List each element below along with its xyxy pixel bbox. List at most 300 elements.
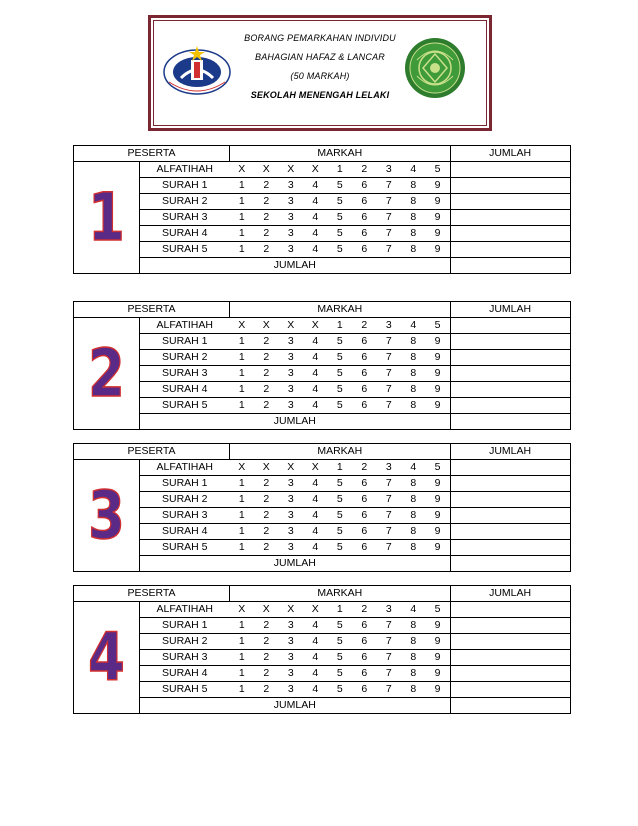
score-option[interactable]: 6	[352, 210, 377, 226]
table-row	[74, 682, 571, 698]
score-option[interactable]: 7	[377, 350, 402, 366]
score-option[interactable]: 8	[401, 476, 426, 492]
score-option[interactable]: 1	[328, 318, 353, 334]
score-option[interactable]: 6	[352, 666, 377, 682]
participant-table	[73, 443, 571, 572]
score-option[interactable]: 4	[401, 318, 426, 334]
score-option[interactable]: 1	[230, 382, 255, 398]
row-total-cell[interactable]	[450, 618, 570, 634]
score-option[interactable]: 5	[328, 194, 353, 210]
table-row	[74, 650, 571, 666]
score-option[interactable]: 4	[303, 334, 328, 350]
score-option[interactable]: 8	[401, 178, 426, 194]
score-option[interactable]: 7	[377, 492, 402, 508]
score-option[interactable]: 9	[426, 666, 451, 682]
score-option[interactable]: 9	[426, 508, 451, 524]
score-option[interactable]: 7	[377, 666, 402, 682]
score-option[interactable]: 3	[279, 650, 304, 666]
score-option[interactable]: 2	[254, 634, 279, 650]
score-option[interactable]: 2	[352, 318, 377, 334]
row-label: ALFATIHAH	[140, 318, 230, 334]
score-option[interactable]: 8	[401, 366, 426, 382]
score-option[interactable]: 7	[377, 650, 402, 666]
score-option[interactable]: X	[254, 602, 279, 618]
score-option[interactable]: 6	[352, 540, 377, 556]
score-option[interactable]: 2	[254, 682, 279, 698]
score-option[interactable]: X	[254, 460, 279, 476]
row-label: SURAH 4	[140, 382, 230, 398]
row-label: ALFATIHAH	[140, 460, 230, 476]
row-label: SURAH 1	[140, 178, 230, 194]
grand-total-cell[interactable]	[450, 698, 570, 714]
participant-number: 4	[88, 618, 125, 696]
score-option[interactable]: 2	[254, 382, 279, 398]
score-option[interactable]: 1	[230, 366, 255, 382]
participant-number: 2	[88, 334, 125, 412]
score-option[interactable]: 7	[377, 178, 402, 194]
score-option[interactable]: 5	[328, 618, 353, 634]
score-option[interactable]: 8	[401, 194, 426, 210]
score-option[interactable]: 3	[279, 334, 304, 350]
score-option[interactable]: 3	[377, 460, 402, 476]
table-header-row	[74, 146, 571, 162]
score-option[interactable]: X	[230, 162, 255, 178]
score-option[interactable]: 3	[279, 242, 304, 258]
score-option[interactable]: 7	[377, 508, 402, 524]
score-option[interactable]: 7	[377, 618, 402, 634]
score-option[interactable]: 4	[303, 398, 328, 414]
score-option[interactable]: 5	[426, 162, 451, 178]
table-row	[74, 666, 571, 682]
row-total-cell[interactable]	[450, 634, 570, 650]
row-label: SURAH 3	[140, 508, 230, 524]
row-label: SURAH 2	[140, 492, 230, 508]
table-footer-row	[74, 414, 571, 430]
score-option[interactable]: 4	[303, 210, 328, 226]
score-option[interactable]: X	[279, 602, 304, 618]
row-label: SURAH 3	[140, 650, 230, 666]
score-option[interactable]: 2	[254, 618, 279, 634]
score-option[interactable]: 6	[352, 194, 377, 210]
score-option[interactable]: 1	[230, 242, 255, 258]
score-option[interactable]: 6	[352, 476, 377, 492]
form-title: BORANG PEMARKAHAN INDIVIDU	[244, 33, 396, 43]
score-option[interactable]: 7	[377, 366, 402, 382]
score-option[interactable]: 8	[401, 634, 426, 650]
participant-table	[73, 301, 571, 430]
score-option[interactable]: 6	[352, 226, 377, 242]
score-option[interactable]: 2	[254, 476, 279, 492]
score-option[interactable]: 7	[377, 194, 402, 210]
score-option[interactable]: 6	[352, 618, 377, 634]
total-label: JUMLAH	[140, 698, 451, 714]
row-total-cell[interactable]	[450, 194, 570, 210]
row-total-cell[interactable]	[450, 682, 570, 698]
score-option[interactable]: 4	[401, 602, 426, 618]
row-total-cell[interactable]	[450, 242, 570, 258]
score-option[interactable]: 4	[303, 682, 328, 698]
score-option[interactable]: 5	[328, 178, 353, 194]
row-total-cell[interactable]	[450, 210, 570, 226]
score-option[interactable]: 6	[352, 366, 377, 382]
score-option[interactable]: 1	[230, 210, 255, 226]
table-row	[74, 540, 571, 556]
row-total-cell[interactable]	[450, 318, 570, 334]
score-option[interactable]: 1	[328, 460, 353, 476]
score-option[interactable]: 5	[328, 242, 353, 258]
score-option[interactable]: 4	[303, 178, 328, 194]
score-option[interactable]: 9	[426, 682, 451, 698]
score-option[interactable]: X	[303, 318, 328, 334]
score-option[interactable]: 2	[254, 242, 279, 258]
markah-header: MARKAH	[230, 302, 451, 318]
score-option[interactable]: 9	[426, 524, 451, 540]
row-label: SURAH 4	[140, 524, 230, 540]
row-total-cell[interactable]	[450, 178, 570, 194]
score-option[interactable]: 7	[377, 524, 402, 540]
score-option[interactable]: 3	[279, 618, 304, 634]
score-option[interactable]: 7	[377, 476, 402, 492]
row-total-cell[interactable]	[450, 162, 570, 178]
score-option[interactable]: 5	[328, 350, 353, 366]
score-option[interactable]: 9	[426, 334, 451, 350]
row-label: SURAH 2	[140, 350, 230, 366]
jumlah-header: JUMLAH	[450, 586, 570, 602]
score-option[interactable]: 2	[254, 194, 279, 210]
score-option[interactable]: 4	[303, 194, 328, 210]
score-option[interactable]: 1	[230, 540, 255, 556]
score-option[interactable]: 3	[377, 318, 402, 334]
score-option[interactable]: 5	[328, 682, 353, 698]
score-option[interactable]: 9	[426, 242, 451, 258]
score-option[interactable]: 3	[279, 350, 304, 366]
score-option[interactable]: X	[303, 162, 328, 178]
score-option[interactable]: X	[279, 318, 304, 334]
score-option[interactable]: X	[254, 318, 279, 334]
score-option[interactable]: 6	[352, 650, 377, 666]
score-option[interactable]: 3	[279, 524, 304, 540]
score-option[interactable]: 8	[401, 210, 426, 226]
score-option[interactable]: 6	[352, 242, 377, 258]
score-option[interactable]: 3	[377, 602, 402, 618]
score-option[interactable]: 2	[254, 650, 279, 666]
score-option[interactable]: 8	[401, 350, 426, 366]
score-option[interactable]: 5	[328, 382, 353, 398]
score-option[interactable]: 8	[401, 618, 426, 634]
score-option[interactable]: X	[230, 460, 255, 476]
score-option[interactable]: 1	[230, 634, 255, 650]
table-row	[74, 460, 571, 476]
score-option[interactable]: 1	[230, 398, 255, 414]
score-option[interactable]: 9	[426, 178, 451, 194]
row-total-cell[interactable]	[450, 350, 570, 366]
score-option[interactable]: 9	[426, 366, 451, 382]
score-option[interactable]: 6	[352, 682, 377, 698]
score-option[interactable]: 7	[377, 210, 402, 226]
score-option[interactable]: 5	[426, 318, 451, 334]
score-option[interactable]: 4	[303, 226, 328, 242]
table-row	[74, 398, 571, 414]
score-option[interactable]: 6	[352, 334, 377, 350]
score-option[interactable]: 1	[230, 666, 255, 682]
score-option[interactable]: X	[303, 602, 328, 618]
score-option[interactable]: 6	[352, 398, 377, 414]
row-total-cell[interactable]	[450, 366, 570, 382]
score-option[interactable]: 4	[303, 476, 328, 492]
score-option[interactable]: 4	[303, 540, 328, 556]
score-option[interactable]: 3	[279, 682, 304, 698]
row-total-cell[interactable]	[450, 226, 570, 242]
row-total-cell[interactable]	[450, 476, 570, 492]
score-option[interactable]: 3	[279, 226, 304, 242]
participant-number: 3	[88, 476, 125, 554]
row-total-cell[interactable]	[450, 666, 570, 682]
score-option[interactable]: 1	[328, 162, 353, 178]
score-option[interactable]: 8	[401, 242, 426, 258]
score-option[interactable]: 8	[401, 666, 426, 682]
score-option[interactable]: 9	[426, 226, 451, 242]
score-option[interactable]: 2	[352, 602, 377, 618]
score-option[interactable]: 7	[377, 634, 402, 650]
score-option[interactable]: 2	[352, 460, 377, 476]
grand-total-cell[interactable]	[450, 556, 570, 572]
peserta-header: PESERTA	[74, 444, 230, 460]
table-row	[74, 162, 571, 178]
score-option[interactable]: 1	[230, 682, 255, 698]
score-option[interactable]: 3	[279, 382, 304, 398]
score-option[interactable]: 5	[328, 476, 353, 492]
form-marks: (50 MARKAH)	[290, 71, 350, 81]
score-option[interactable]: 5	[426, 602, 451, 618]
score-option[interactable]: 3	[279, 492, 304, 508]
row-label: SURAH 1	[140, 476, 230, 492]
row-total-cell[interactable]	[450, 492, 570, 508]
row-total-cell[interactable]	[450, 398, 570, 414]
row-label: SURAH 4	[140, 226, 230, 242]
score-option[interactable]: 9	[426, 476, 451, 492]
school-name: SEKOLAH MENENGAH LELAKI	[250, 90, 390, 100]
row-label: ALFATIHAH	[140, 162, 230, 178]
score-option[interactable]: 7	[377, 540, 402, 556]
score-option[interactable]: 7	[377, 682, 402, 698]
markah-header: MARKAH	[230, 146, 451, 162]
table-row	[74, 524, 571, 540]
score-option[interactable]: 4	[401, 162, 426, 178]
score-option[interactable]: 8	[401, 650, 426, 666]
score-option[interactable]: 9	[426, 650, 451, 666]
score-option[interactable]: 9	[426, 492, 451, 508]
score-option[interactable]: 6	[352, 382, 377, 398]
score-option[interactable]: 6	[352, 524, 377, 540]
score-option[interactable]: 7	[377, 226, 402, 242]
score-option[interactable]: 1	[230, 194, 255, 210]
score-option[interactable]: 8	[401, 508, 426, 524]
score-option[interactable]: 3	[279, 210, 304, 226]
score-option[interactable]: 4	[303, 650, 328, 666]
score-option[interactable]: X	[230, 602, 255, 618]
score-option[interactable]: 2	[254, 178, 279, 194]
score-option[interactable]: 3	[279, 540, 304, 556]
score-option[interactable]: 3	[279, 666, 304, 682]
row-total-cell[interactable]	[450, 650, 570, 666]
row-label: ALFATIHAH	[140, 602, 230, 618]
score-option[interactable]: 5	[328, 492, 353, 508]
form-section: BAHAGIAN HAFAZ & LANCAR	[255, 52, 385, 62]
score-option[interactable]: 8	[401, 524, 426, 540]
score-option[interactable]: 4	[401, 460, 426, 476]
score-option[interactable]: 4	[303, 350, 328, 366]
score-option[interactable]: 6	[352, 492, 377, 508]
score-option[interactable]: 4	[303, 666, 328, 682]
score-option[interactable]: 5	[328, 210, 353, 226]
row-label: SURAH 1	[140, 618, 230, 634]
score-option[interactable]: 7	[377, 242, 402, 258]
row-total-cell[interactable]	[450, 602, 570, 618]
row-label: SURAH 5	[140, 682, 230, 698]
score-option[interactable]: 3	[279, 194, 304, 210]
score-option[interactable]: 7	[377, 334, 402, 350]
score-option[interactable]: 5	[328, 366, 353, 382]
score-option[interactable]: 2	[254, 210, 279, 226]
score-option[interactable]: 5	[328, 524, 353, 540]
score-option[interactable]: 4	[303, 618, 328, 634]
score-option[interactable]: 1	[328, 602, 353, 618]
score-option[interactable]: 5	[328, 226, 353, 242]
score-option[interactable]: 2	[254, 398, 279, 414]
score-option[interactable]: 3	[279, 634, 304, 650]
row-total-cell[interactable]	[450, 334, 570, 350]
score-option[interactable]: 1	[230, 476, 255, 492]
score-option[interactable]: 1	[230, 650, 255, 666]
score-option[interactable]: 1	[230, 492, 255, 508]
score-option[interactable]: 3	[279, 508, 304, 524]
score-option[interactable]: 3	[279, 476, 304, 492]
score-option[interactable]: 8	[401, 382, 426, 398]
score-option[interactable]: 1	[230, 350, 255, 366]
jumlah-header: JUMLAH	[450, 444, 570, 460]
score-option[interactable]: 5	[328, 540, 353, 556]
row-label: SURAH 3	[140, 366, 230, 382]
jumlah-header: JUMLAH	[450, 302, 570, 318]
row-total-cell[interactable]	[450, 524, 570, 540]
score-option[interactable]: 5	[328, 634, 353, 650]
table-header-row	[74, 586, 571, 602]
score-option[interactable]: 5	[328, 398, 353, 414]
participant-number-cell	[74, 318, 140, 430]
score-option[interactable]: 6	[352, 178, 377, 194]
score-option[interactable]: 9	[426, 540, 451, 556]
score-option[interactable]: 8	[401, 540, 426, 556]
participant-number-cell	[74, 602, 140, 714]
score-option[interactable]: 1	[230, 508, 255, 524]
score-option[interactable]: 7	[377, 398, 402, 414]
score-option[interactable]: 2	[352, 162, 377, 178]
score-option[interactable]: 2	[254, 524, 279, 540]
score-option[interactable]: X	[254, 162, 279, 178]
score-option[interactable]: 2	[254, 226, 279, 242]
score-option[interactable]: 5	[328, 666, 353, 682]
score-option[interactable]: 7	[377, 382, 402, 398]
score-option[interactable]: 6	[352, 350, 377, 366]
score-option[interactable]: 4	[303, 524, 328, 540]
score-option[interactable]: 4	[303, 366, 328, 382]
score-option[interactable]: 2	[254, 350, 279, 366]
score-option[interactable]: 2	[254, 540, 279, 556]
score-option[interactable]: 8	[401, 226, 426, 242]
score-option[interactable]: X	[279, 460, 304, 476]
table-row	[74, 242, 571, 258]
school-crest-icon	[403, 36, 467, 100]
score-option[interactable]: 2	[254, 666, 279, 682]
score-option[interactable]: 6	[352, 508, 377, 524]
table-row	[74, 366, 571, 382]
score-option[interactable]: 5	[328, 508, 353, 524]
row-total-cell[interactable]	[450, 382, 570, 398]
score-option[interactable]: 4	[303, 242, 328, 258]
score-option[interactable]: 2	[254, 366, 279, 382]
table-row	[74, 334, 571, 350]
score-option[interactable]: 6	[352, 634, 377, 650]
score-option[interactable]: 8	[401, 398, 426, 414]
table-row	[74, 618, 571, 634]
score-option[interactable]: 4	[303, 634, 328, 650]
row-total-cell[interactable]	[450, 460, 570, 476]
score-option[interactable]: 9	[426, 350, 451, 366]
score-option[interactable]: 1	[230, 618, 255, 634]
participant-table	[73, 145, 571, 274]
score-option[interactable]: 9	[426, 634, 451, 650]
score-option[interactable]: 4	[303, 508, 328, 524]
score-option[interactable]: 2	[254, 492, 279, 508]
score-option[interactable]: X	[303, 460, 328, 476]
score-option[interactable]: 8	[401, 682, 426, 698]
score-option[interactable]: 2	[254, 334, 279, 350]
score-option[interactable]: 9	[426, 382, 451, 398]
score-option[interactable]: 2	[254, 508, 279, 524]
row-total-cell[interactable]	[450, 540, 570, 556]
score-option[interactable]: 5	[426, 460, 451, 476]
score-option[interactable]: 9	[426, 210, 451, 226]
score-option[interactable]: 1	[230, 334, 255, 350]
score-option[interactable]: X	[230, 318, 255, 334]
score-option[interactable]: 4	[303, 382, 328, 398]
score-option[interactable]: 3	[377, 162, 402, 178]
table-row	[74, 194, 571, 210]
score-option[interactable]: 8	[401, 334, 426, 350]
score-option[interactable]: 9	[426, 618, 451, 634]
grand-total-cell[interactable]	[450, 414, 570, 430]
score-option[interactable]: 9	[426, 398, 451, 414]
score-option[interactable]: 5	[328, 334, 353, 350]
row-label: SURAH 5	[140, 540, 230, 556]
score-option[interactable]: 3	[279, 398, 304, 414]
score-option[interactable]: 4	[303, 492, 328, 508]
score-option[interactable]: 9	[426, 194, 451, 210]
grand-total-cell[interactable]	[450, 258, 570, 274]
row-total-cell[interactable]	[450, 508, 570, 524]
score-option[interactable]: 8	[401, 492, 426, 508]
table-row	[74, 226, 571, 242]
score-option[interactable]: X	[279, 162, 304, 178]
score-option[interactable]: 1	[230, 226, 255, 242]
score-option[interactable]: 5	[328, 650, 353, 666]
score-option[interactable]: 3	[279, 366, 304, 382]
score-option[interactable]: 1	[230, 524, 255, 540]
markah-header: MARKAH	[230, 586, 451, 602]
score-option[interactable]: 1	[230, 178, 255, 194]
table-footer-row	[74, 258, 571, 274]
score-option[interactable]: 3	[279, 178, 304, 194]
